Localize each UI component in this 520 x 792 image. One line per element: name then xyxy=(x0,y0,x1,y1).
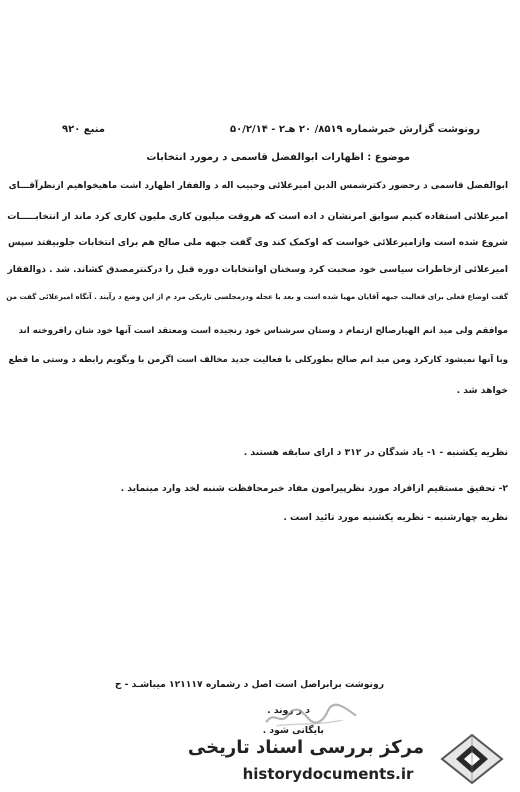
opinion-wednesday: نظریه چهارشنبه - نظریه یکشنبه مورد تائید است . xyxy=(283,512,508,523)
watermark-org-name: مرکز بررسی اسناد تاریخی xyxy=(187,737,424,758)
source-number: منبع ۹۲۰ xyxy=(62,124,105,135)
subject-line: موضوع : اظهارات ابوالفضل قاسمی د رمورد انتخابات xyxy=(146,152,410,163)
opinion-sunday-2: ۲- تحقیق مستقیم ازافراد مورد نظرپیرامون مفاد خبرمحافظت شنبه لخد وارد مینماید . xyxy=(120,483,508,494)
body-line-5: گفت اوضاع فعلی برای فعالیت جبهه آقایان مهیا شده است و بعد با عجله ودرمجلسی تاریکی مرد م از این وضع د رآیند . آنگاه امیرعلائی گفت من xyxy=(6,292,508,301)
body-line-7: وبا آنها نمیشود کارکرد ومن مید انم صالح بطورکلی با فعالیت جدید مخالف است اگرمن با وبگویم رابطه د وستی ما قطع xyxy=(8,355,508,365)
body-line-1: ابوالفضل قاسمی د رحضور دکترشمس الدین امیرعلائی وحبیب اله د والفقار اظهارد اشت ماهیخواهیم ازنظرآقـــای xyxy=(8,181,508,191)
opinion-sunday-1: نظریه یکشنبه - ۱- یاد شدگان در ۳۱۲ د ارای سابقه هستند . xyxy=(243,447,508,458)
body-line-6: موافقم ولی مید انم الهیارصالح ازتمام د وستان سرشناس خود رنجیده است ومعتقد است آنها خود شان رافروخته اند xyxy=(18,326,508,336)
archive-line: بایگانی شود . xyxy=(262,725,324,736)
copy-certification-line: رونوشت برابراصل است اصل د رشماره ۱۲۱۱۱۷ میباشـد - ح xyxy=(114,679,384,690)
watermark-website: historydocuments.ir xyxy=(242,765,414,783)
body-line-3: شروع شده است وازامیرعلائی خواست که اوکمک کند وی گفت جبهه ملی صالح هم برای انتخابات جلوبیفتد سپس xyxy=(7,238,508,248)
report-number-line: رونوشت گزارش خبرشماره ۸۵۱۹/ ۲۰ هـ۲ - ۵۰/۲/۱۴ xyxy=(229,124,480,135)
body-line-8: خواهد شد . xyxy=(456,385,508,396)
body-line-4: امیرعلائی ازخاطرات سیاسی خود صحبت کرد وسخنان اوانتخابات دوره قبل را درکنترمصدق کشاند. شد . ذوالفقار xyxy=(7,265,508,275)
distribution-line: د ر روند . xyxy=(267,705,310,716)
body-line-2: امیرعلائی استفاده کنیم سوابق امرنشان د اده است که هروقت میلیون کاری ملیون کاری کرد ماند از انتخابـــــات xyxy=(7,212,508,222)
watermark xyxy=(187,725,520,792)
archive-logo-icon xyxy=(436,731,508,787)
